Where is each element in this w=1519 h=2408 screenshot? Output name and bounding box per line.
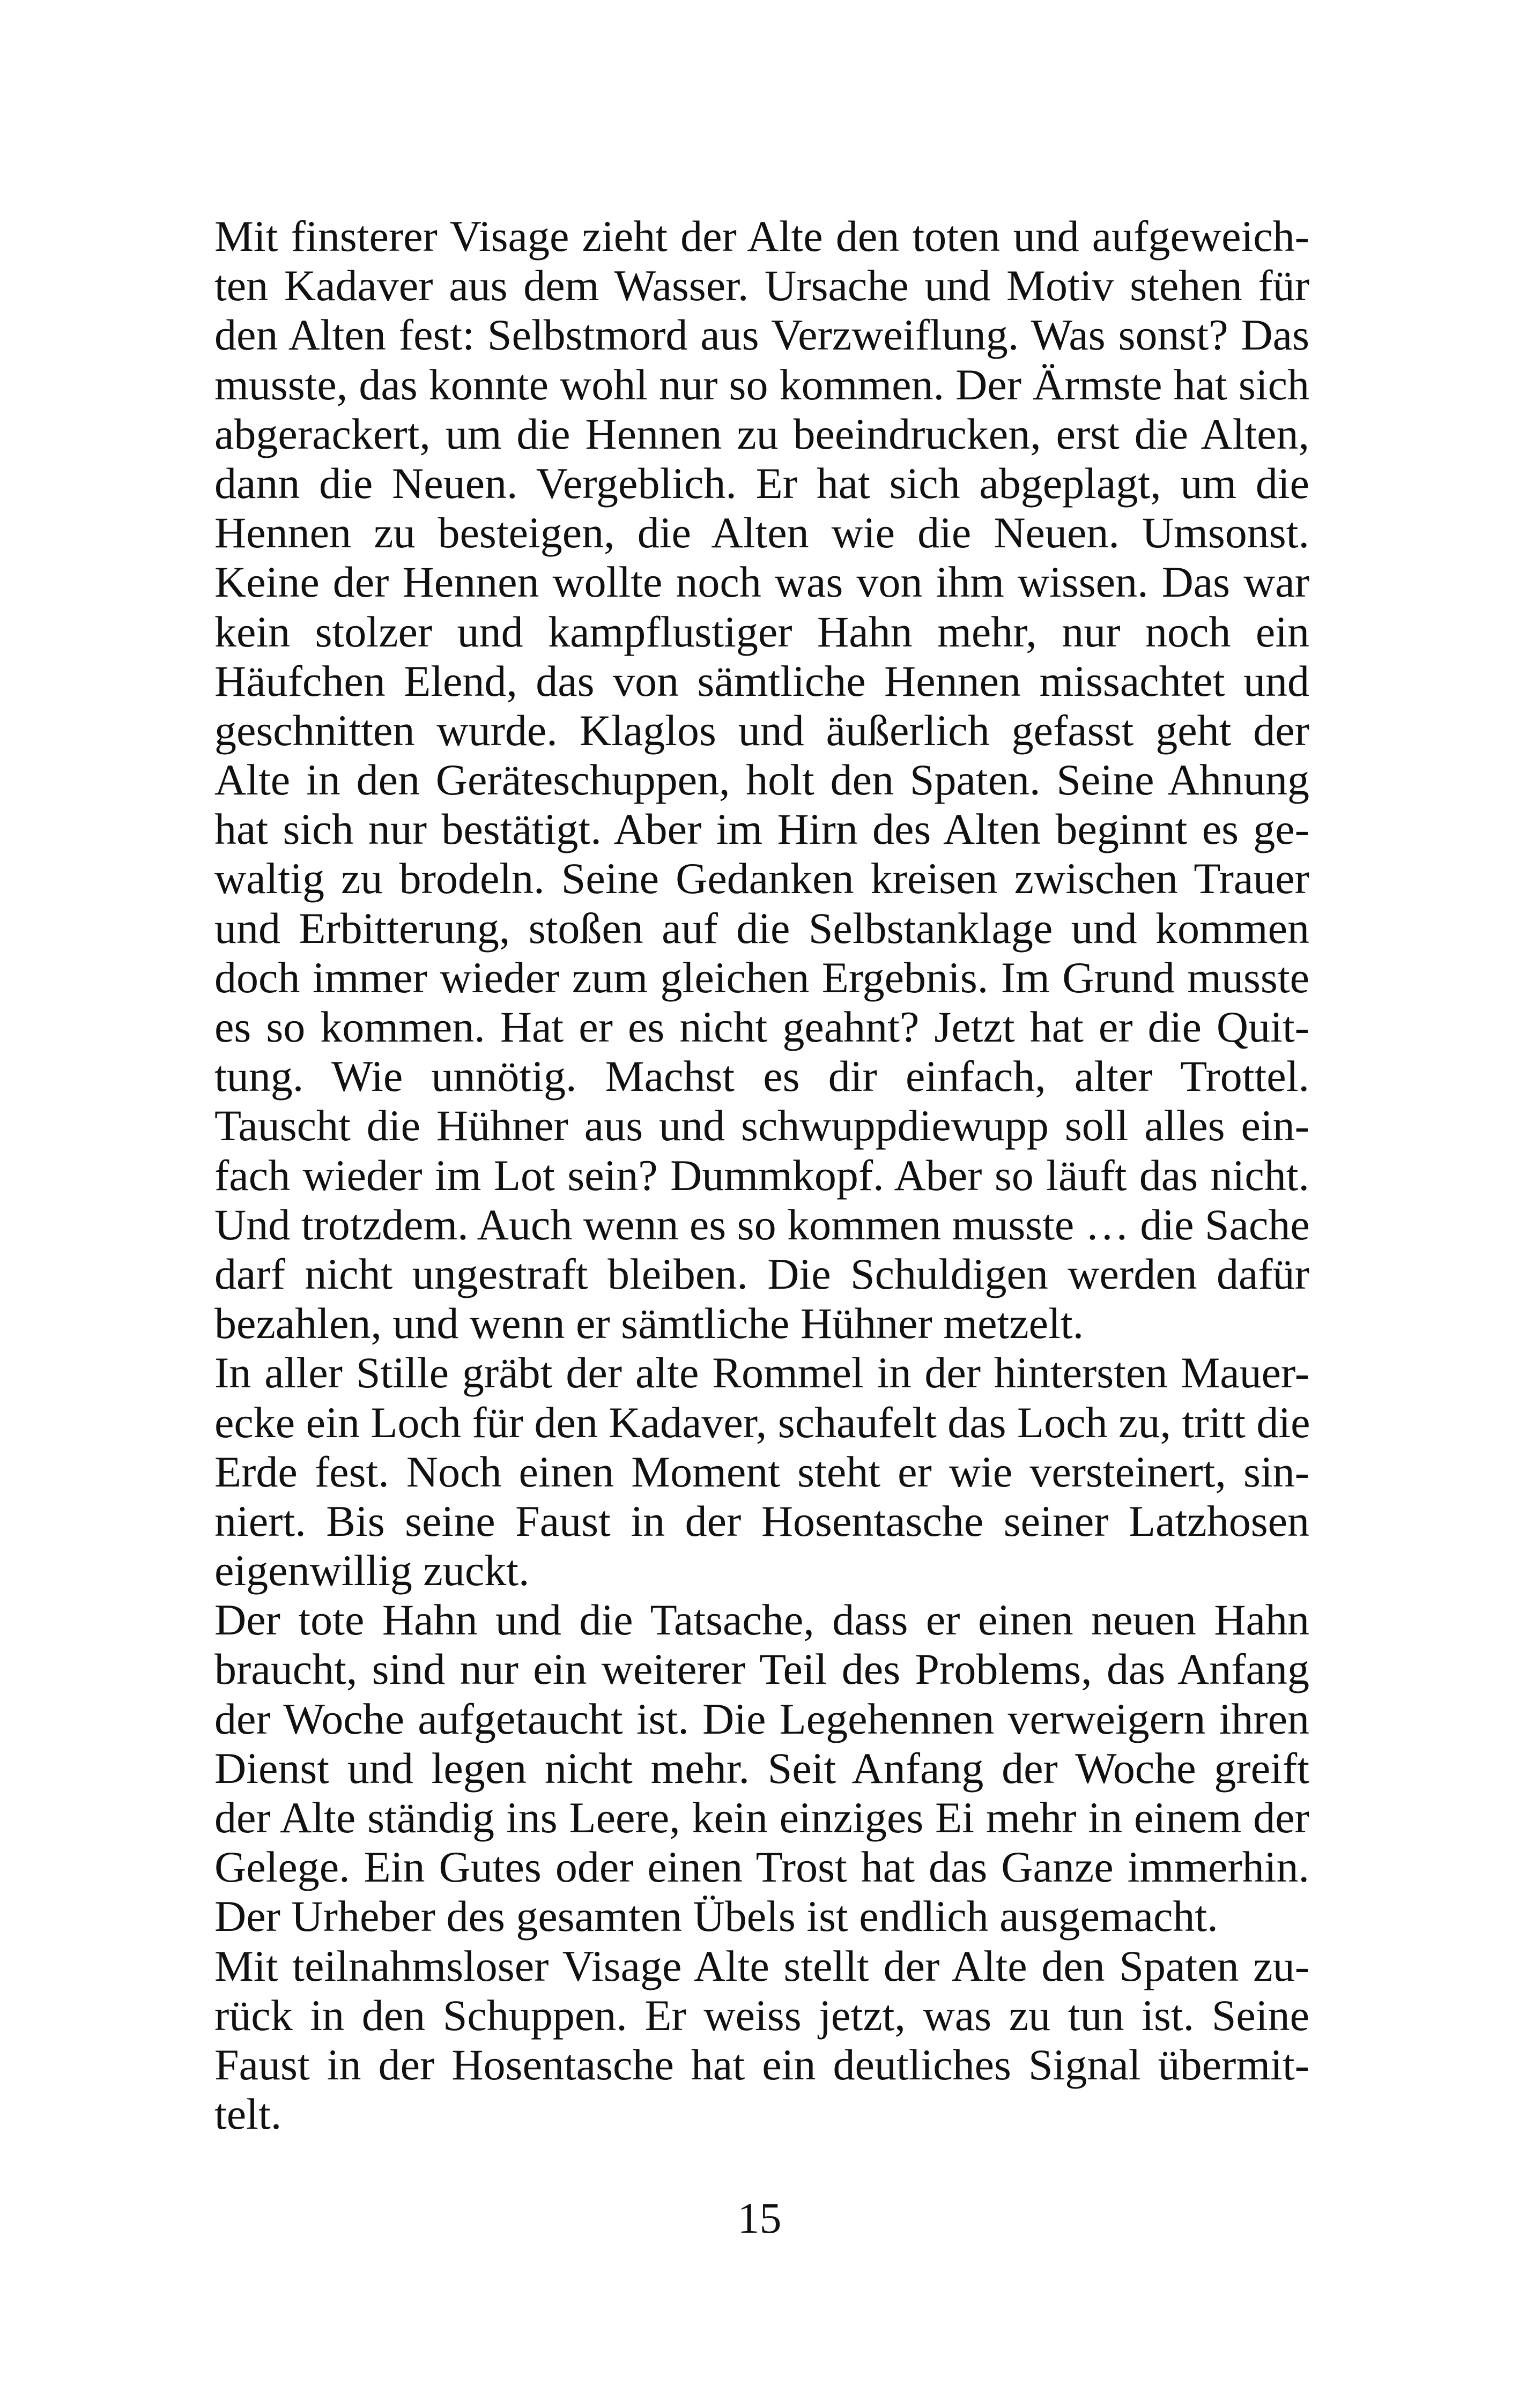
body-text xyxy=(214,212,1309,2139)
text-line: kein stolzer und kampflustiger Hahn mehr, nur noch ein xyxy=(214,607,1309,656)
text-line: Hennen zu besteigen, die Alten wie die Neuen. Umsonst. xyxy=(214,508,1309,558)
text-line: Gelege. Ein Gutes oder einen Trost hat das Ganze immerhin. xyxy=(214,1842,1309,1892)
text-line: telt. xyxy=(214,2090,282,2139)
text-line: darf nicht ungestraft bleiben. Die Schuldigen werden dafür xyxy=(214,1249,1309,1298)
text-line: rück in den Schuppen. Er weiss jetzt, was zu tun ist. Seine xyxy=(214,1990,1309,2040)
text-line: Keine der Hennen wollte noch was von ihm wissen. Das war xyxy=(214,558,1309,607)
text-line: Dienst und legen nicht mehr. Seit Anfang der Woche greift xyxy=(214,1743,1309,1793)
text-line: ten Kadaver aus dem Wasser. Ursache und Motiv stehen für xyxy=(214,261,1309,310)
text-line: abgerackert, um die Hennen zu beeindrucken, erst die Alten, xyxy=(214,409,1309,458)
text-line: ecke ein Loch für den Kadaver, schaufelt das Loch zu, tritt die xyxy=(214,1398,1310,1447)
text-line: dann die Neuen. Vergeblich. Er hat sich abgeplagt, um die xyxy=(214,458,1309,508)
text-line: doch immer wieder zum gleichen Ergebnis. Im Grund musste xyxy=(214,953,1309,1002)
text-line: Mit teilnahmsloser Visage Alte stellt der Alte den Spaten zu- xyxy=(214,1941,1309,1990)
text-line: Der Urheber des gesamten Übels ist endlich ausgemacht. xyxy=(214,1892,1218,1941)
text-line: Faust in der Hosentasche hat ein deutliches Signal übermit- xyxy=(214,2040,1309,2089)
text-line: Alte in den Geräteschuppen, holt den Spaten. Seine Ahnung xyxy=(214,755,1309,805)
text-line: der Alte ständig ins Leere, kein einziges Ei mehr in einem der xyxy=(214,1793,1309,1842)
text-line: tung. Wie unnötig. Machst es dir einfach, alter Trottel. xyxy=(214,1052,1309,1101)
text-line: Erde fest. Noch einen Moment steht er wie versteinert, sin- xyxy=(214,1447,1309,1496)
text-line: musste, das konnte wohl nur so kommen. Der Ärmste hat sich xyxy=(214,360,1309,409)
text-line: niert. Bis seine Faust in der Hosentasche seiner Latzhosen xyxy=(214,1496,1309,1545)
page-number: 15 xyxy=(737,2194,782,2242)
text-line: bezahlen, und wenn er sämtliche Hühner metzelt. xyxy=(214,1299,1084,1348)
text-line: braucht, sind nur ein weiterer Teil des Problems, das Anfang xyxy=(214,1645,1309,1694)
text-line: fach wieder im Lot sein? Dummkopf. Aber so läuft das nicht. xyxy=(214,1150,1309,1200)
text-line: Häufchen Elend, das von sämtliche Hennen missachtet und xyxy=(214,656,1309,705)
text-line: den Alten fest: Selbstmord aus Verzweiflung. Was sonst? Das xyxy=(214,310,1309,360)
text-line: es so kommen. Hat er es nicht geahnt? Jetzt hat er die Quit- xyxy=(214,1002,1309,1051)
text-line: der Woche aufgetaucht ist. Die Legehennen verweigern ihren xyxy=(214,1694,1309,1743)
text-line: Mit finsterer Visage zieht der Alte den toten und aufgeweich- xyxy=(214,212,1309,261)
text-line: hat sich nur bestätigt. Aber im Hirn des Alten beginnt es ge- xyxy=(214,805,1309,854)
text-line: Und trotzdem. Auch wenn es so kommen musste … die Sache xyxy=(214,1200,1310,1249)
text-line: und Erbitterung, stoßen auf die Selbstanklage und kommen xyxy=(214,903,1309,953)
text-line: eigenwillig zuckt. xyxy=(214,1546,530,1595)
text-line: Der tote Hahn und die Tatsache, dass er einen neuen Hahn xyxy=(214,1595,1309,1645)
text-line: Tauscht die Hühner aus und schwuppdiewupp soll alles ein- xyxy=(214,1101,1309,1150)
text-line: waltig zu brodeln. Seine Gedanken kreisen zwischen Trauer xyxy=(214,854,1309,903)
text-line: geschnitten wurde. Klaglos und äußerlich gefasst geht der xyxy=(214,705,1309,755)
text-line: In aller Stille gräbt der alte Rommel in der hintersten Mauer- xyxy=(214,1348,1309,1398)
